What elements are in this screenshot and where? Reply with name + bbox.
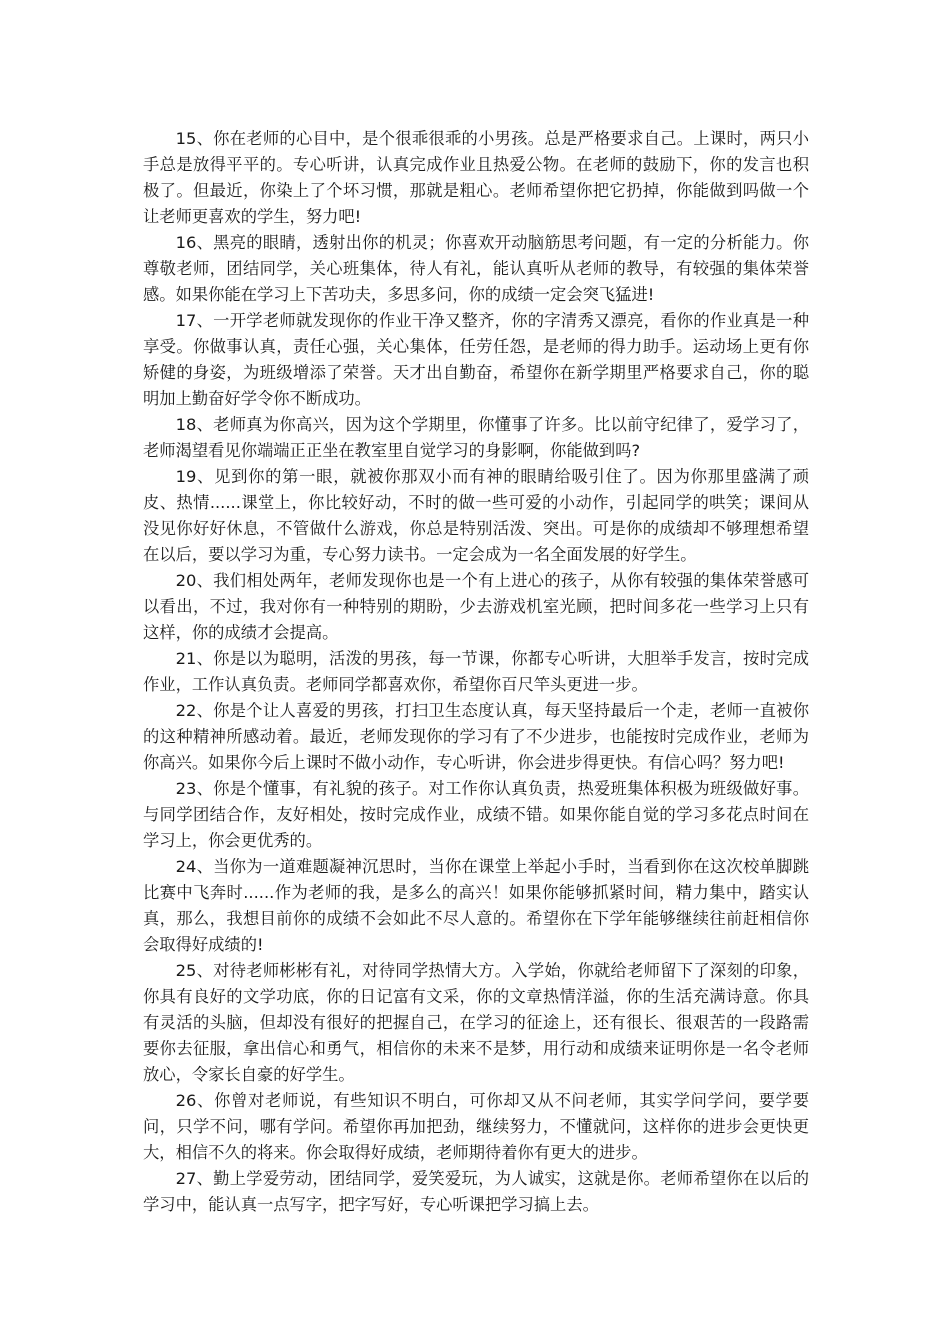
document-body bbox=[143, 126, 809, 1218]
paragraph-19: 19、见到你的第一眼，就被你那双小而有神的眼睛给吸引住了。因为你那里盛满了顽皮、热情......课堂上，你比较好动，不时的做一些可爱的小动作，引起同学的哄笑；课间从没见你好好休息，不管做什么游戏，你总是特别活泼、突出。可是你的成绩却不够理想希望在以后，要以学习为重，专心努力读书。一定会成为一名全面发展的好学生。 bbox=[143, 467, 809, 564]
paragraph-26: 26、你曾对老师说，有些知识不明白，可你却又从不问老师，其实学问学问，要学要问，只学不问，哪有学问。希望你再加把劲，继续努力，不懂就问，这样你的进步会更快更大，相信不久的将来。你会取得好成绩，老师期待着你有更大的进步。 bbox=[143, 1091, 809, 1162]
paragraph-16: 16、黑亮的眼睛，透射出你的机灵；你喜欢开动脑筋思考问题，有一定的分析能力。你尊敬老师，团结同学，关心班集体，待人有礼，能认真听从老师的教导，有较强的集体荣誉感。如果你能在学习上下苦功夫，多思多问，你的成绩一定会突飞猛进! bbox=[143, 233, 809, 304]
paragraph-22: 22、你是个让人喜爱的男孩，打扫卫生态度认真，每天坚持最后一个走，老师一直被你的这种精神所感动着。最近，老师发现你的学习有了不少进步，也能按时完成作业，老师为你高兴。如果你今后上课时不做小动作，专心听讲，你会进步得更快。有信心吗？努力吧! bbox=[143, 701, 809, 772]
paragraph-21: 21、你是以为聪明，活泼的男孩，每一节课，你都专心听讲，大胆举手发言，按时完成作业，工作认真负责。老师同学都喜欢你，希望你百尺竿头更进一步。 bbox=[143, 649, 809, 694]
paragraph-17: 17、一开学老师就发现你的作业干净又整齐，你的字清秀又漂亮，看你的作业真是一种享受。你做事认真，责任心强，关心集体，任劳任怨，是老师的得力助手。运动场上更有你矫健的身姿，为班级增添了荣誉。天才出自勤奋，希望你在新学期里严格要求自己，你的聪明加上勤奋好学令你不断成功。 bbox=[143, 311, 809, 408]
paragraph-27: 27、勤上学爱劳动，团结同学，爱笑爱玩，为人诚实，这就是你。老师希望你在以后的学习中，能认真一点写字，把字写好，专心听课把学习搞上去。 bbox=[143, 1169, 809, 1214]
paragraph-15: 15、你在老师的心目中，是个很乖很乖的小男孩。总是严格要求自己。上课时，两只小手总是放得平平的。专心听讲，认真完成作业且热爱公物。在老师的鼓励下，你的发言也积极了。但最近，你染上了个坏习惯，那就是粗心。老师希望你把它扔掉，你能做到吗做一个让老师更喜欢的学生，努力吧! bbox=[143, 129, 809, 226]
paragraph-20: 20、我们相处两年，老师发现你也是一个有上进心的孩子，从你有较强的集体荣誉感可以看出，不过，我对你有一种特别的期盼，少去游戏机室光顾，把时间多花一些学习上只有这样，你的成绩才会提高。 bbox=[143, 571, 809, 642]
paragraph-23: 23、你是个懂事，有礼貌的孩子。对工作你认真负责，热爱班集体积极为班级做好事。与同学团结合作，友好相处，按时完成作业，成绩不错。如果你能自觉的学习多花点时间在学习上，你会更优秀的。 bbox=[143, 779, 809, 850]
paragraph-18: 18、老师真为你高兴，因为这个学期里，你懂事了许多。比以前守纪律了，爱学习了，老师渴望看见你端端正正坐在教室里自觉学习的身影啊，你能做到吗? bbox=[143, 415, 809, 460]
paragraph-25: 25、对待老师彬彬有礼，对待同学热情大方。入学始，你就给老师留下了深刻的印象，你具有良好的文学功底，你的日记富有文采，你的文章热情洋溢，你的生活充满诗意。你具有灵活的头脑，但却没有很好的把握自己，在学习的征途上，还有很长、很艰苦的一段路需要你去征服，拿出信心和勇气，相信你的未来不是梦，用行动和成绩来证明你是一名令老师放心，令家长自豪的好学生。 bbox=[143, 961, 809, 1084]
paragraph-24: 24、当你为一道难题凝神沉思时，当你在课堂上举起小手时，当看到你在这次校单脚跳比赛中飞奔时......作为老师的我，是多么的高兴！如果你能够抓紧时间，精力集中，踏实认真，那么，我想目前你的成绩不会如此不尽人意的。希望你在下学年能够继续往前赶相信你会取得好成绩的! bbox=[143, 857, 809, 954]
